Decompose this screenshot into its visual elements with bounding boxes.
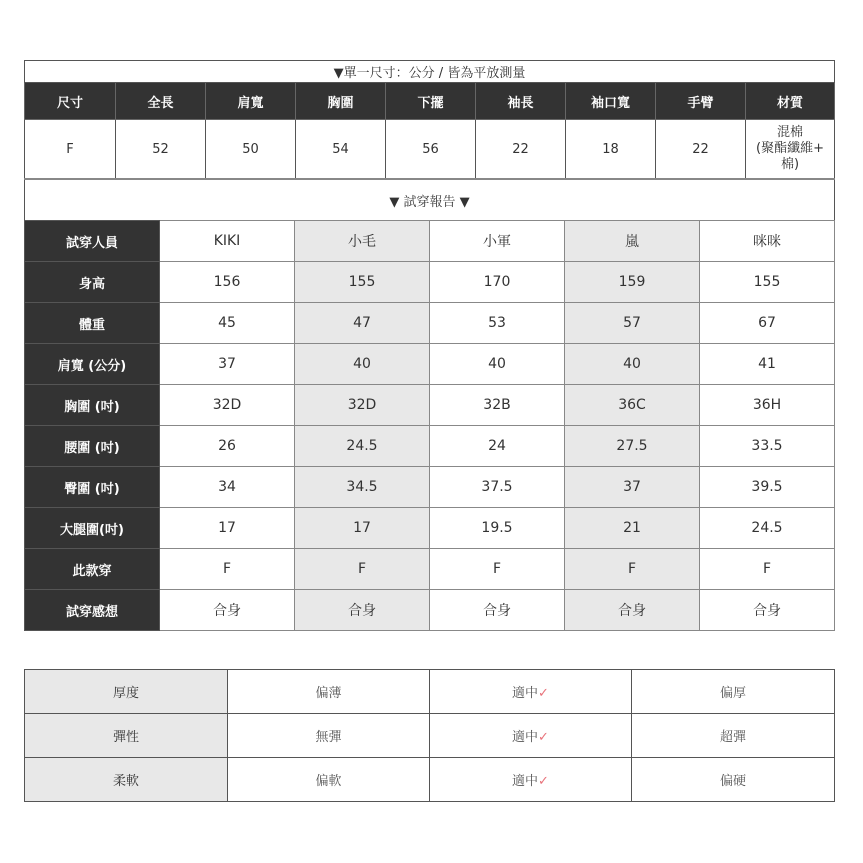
try-on-row: [25, 549, 835, 590]
try-on-row: [25, 344, 835, 385]
fabric-option: [632, 670, 835, 714]
fabric-option: [228, 758, 430, 802]
try-on-cell: 36H: [700, 385, 835, 426]
size-header: 材質: [746, 83, 835, 120]
try-on-cell: 合身: [700, 590, 835, 631]
try-on-row-label: 試穿感想: [25, 590, 160, 631]
try-on-row-label: 試穿人員: [25, 221, 160, 262]
fabric-option-label: 適中: [512, 730, 539, 745]
try-on-cell: 24: [430, 426, 565, 467]
try-on-cell: F: [700, 549, 835, 590]
try-on-cell: 155: [700, 262, 835, 303]
fabric-row: [25, 670, 835, 714]
try-on-row: [25, 303, 835, 344]
try-on-row: [25, 262, 835, 303]
size-value-row: [25, 120, 835, 180]
try-on-cell: 小軍: [430, 221, 565, 262]
try-on-cell: 32B: [430, 385, 565, 426]
try-on-row: [25, 221, 835, 262]
size-value: 18: [566, 120, 656, 180]
try-on-cell: 36C: [565, 385, 700, 426]
try-on-cell: 19.5: [430, 508, 565, 549]
size-value: 50: [206, 120, 296, 180]
try-on-cell: 32D: [160, 385, 295, 426]
fabric-option-label: 偏厚: [719, 686, 746, 701]
fabric-option: [632, 714, 835, 758]
fabric-option: [430, 758, 632, 802]
size-table: [24, 60, 835, 221]
try-on-cell: 24.5: [295, 426, 430, 467]
fabric-option-label: 超彈: [719, 730, 746, 745]
try-on-table: [24, 220, 835, 631]
size-header: 胸圍: [296, 83, 386, 120]
fabric-table: [24, 669, 835, 802]
try-on-cell: 33.5: [700, 426, 835, 467]
check-icon: ✓: [538, 686, 549, 701]
try-on-cell: 156: [160, 262, 295, 303]
fabric-option-label: 無彈: [315, 730, 342, 745]
try-on-row-label: 身高: [25, 262, 160, 303]
size-header: 袖長: [476, 83, 566, 120]
size-header: 肩寬: [206, 83, 296, 120]
try-on-cell: 34.5: [295, 467, 430, 508]
fabric-row-label: 柔軟: [25, 758, 228, 802]
check-icon: ✓: [538, 774, 549, 789]
fabric-row: [25, 758, 835, 802]
size-header: 下擺: [386, 83, 476, 120]
try-on-row: [25, 426, 835, 467]
size-header: 尺寸: [25, 83, 116, 120]
try-on-cell: 21: [565, 508, 700, 549]
try-on-cell: 17: [295, 508, 430, 549]
try-on-row: [25, 590, 835, 631]
try-on-cell: 32D: [295, 385, 430, 426]
try-on-cell: 40: [565, 344, 700, 385]
size-value: 22: [656, 120, 746, 180]
fabric-option: [632, 758, 835, 802]
try-on-cell: 嵐: [565, 221, 700, 262]
try-on-cell: 57: [565, 303, 700, 344]
try-on-cell: 37: [565, 467, 700, 508]
try-on-cell: 咪咪: [700, 221, 835, 262]
try-on-row-label: 胸圍 (吋): [25, 385, 160, 426]
size-value-material: 混棉 (聚酯纖維+ 棉): [746, 120, 835, 180]
try-on-report-title: ▼ 試穿報告 ▼: [25, 179, 835, 221]
try-on-row-label: 大腿圍(吋): [25, 508, 160, 549]
try-on-cell: 40: [295, 344, 430, 385]
try-on-row-label: 腰圍 (吋): [25, 426, 160, 467]
try-on-cell: 24.5: [700, 508, 835, 549]
try-on-cell: 170: [430, 262, 565, 303]
fabric-row: [25, 714, 835, 758]
try-on-cell: 39.5: [700, 467, 835, 508]
fabric-option-label: 偏薄: [315, 686, 342, 701]
try-on-cell: 41: [700, 344, 835, 385]
try-on-row-label: 體重: [25, 303, 160, 344]
try-on-cell: 67: [700, 303, 835, 344]
try-on-cell: F: [295, 549, 430, 590]
try-on-cell: 155: [295, 262, 430, 303]
size-value: 56: [386, 120, 476, 180]
try-on-row-label: 肩寬 (公分): [25, 344, 160, 385]
try-on-cell: 合身: [295, 590, 430, 631]
size-value: 52: [116, 120, 206, 180]
fabric-option: [430, 714, 632, 758]
size-header: 全長: [116, 83, 206, 120]
fabric-row-label: 彈性: [25, 714, 228, 758]
try-on-cell: 37: [160, 344, 295, 385]
size-value: F: [25, 120, 116, 180]
fabric-option-label: 適中: [512, 774, 539, 789]
try-on-cell: 45: [160, 303, 295, 344]
fabric-option-label: 適中: [512, 686, 539, 701]
try-on-cell: 47: [295, 303, 430, 344]
try-on-cell: 合身: [160, 590, 295, 631]
size-table-title: ▼單一尺寸：公分 / 皆為平放測量: [25, 61, 835, 83]
check-icon: ✓: [538, 730, 549, 745]
size-value: 22: [476, 120, 566, 180]
try-on-cell: F: [565, 549, 700, 590]
fabric-option: [228, 670, 430, 714]
fabric-option-label: 偏硬: [719, 774, 746, 789]
fabric-option: [430, 670, 632, 714]
fabric-option-label: 偏軟: [315, 774, 342, 789]
fabric-option: [228, 714, 430, 758]
try-on-report-title-row: [25, 179, 835, 221]
size-value: 54: [296, 120, 386, 180]
try-on-cell: 26: [160, 426, 295, 467]
fabric-row-label: 厚度: [25, 670, 228, 714]
try-on-row-label: 臀圍 (吋): [25, 467, 160, 508]
try-on-cell: 34: [160, 467, 295, 508]
try-on-cell: 17: [160, 508, 295, 549]
try-on-cell: F: [160, 549, 295, 590]
try-on-cell: 合身: [565, 590, 700, 631]
size-header: 袖口寬: [566, 83, 656, 120]
try-on-row-label: 此款穿: [25, 549, 160, 590]
try-on-row: [25, 385, 835, 426]
try-on-row: [25, 508, 835, 549]
try-on-row: [25, 467, 835, 508]
try-on-cell: 53: [430, 303, 565, 344]
try-on-cell: KIKI: [160, 221, 295, 262]
try-on-cell: 40: [430, 344, 565, 385]
size-header-row: [25, 83, 835, 120]
size-table-title-row: [25, 61, 835, 83]
try-on-cell: 小毛: [295, 221, 430, 262]
try-on-cell: 37.5: [430, 467, 565, 508]
try-on-cell: F: [430, 549, 565, 590]
try-on-cell: 159: [565, 262, 700, 303]
size-header: 手臂: [656, 83, 746, 120]
try-on-cell: 合身: [430, 590, 565, 631]
try-on-cell: 27.5: [565, 426, 700, 467]
